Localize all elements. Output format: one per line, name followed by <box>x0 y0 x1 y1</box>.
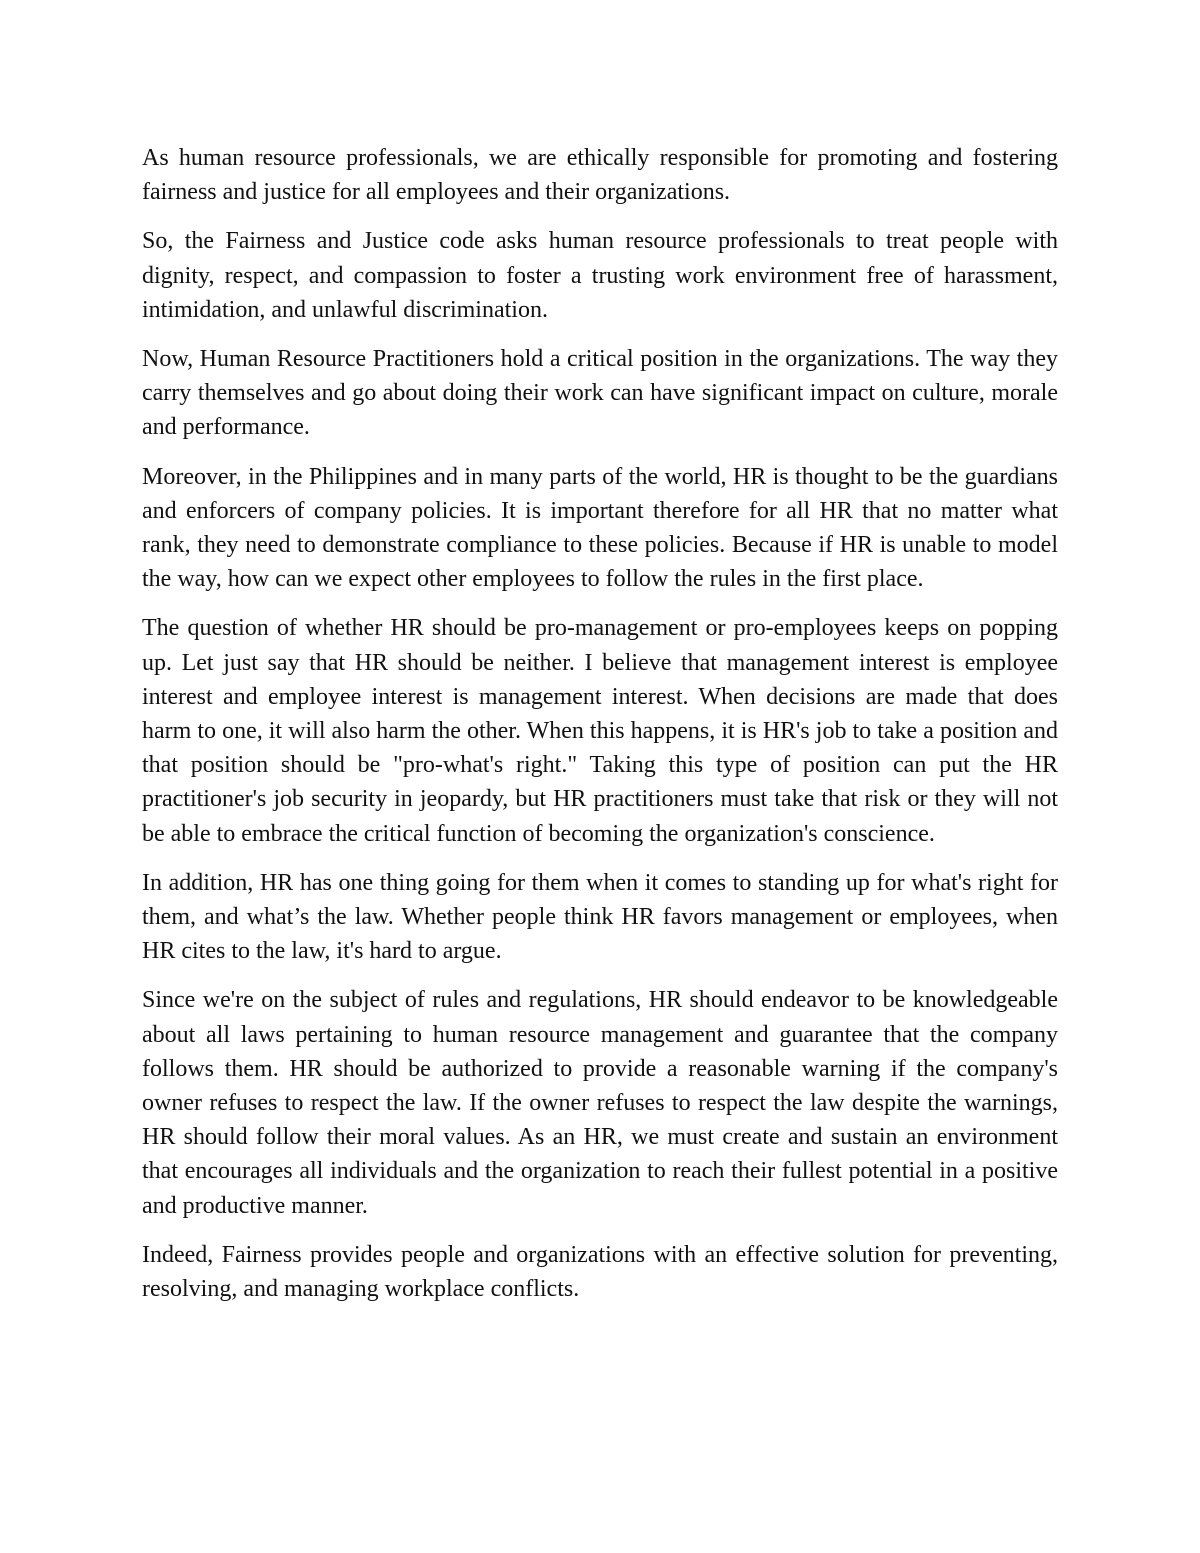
paragraph-2: So, the Fairness and Justice code asks human resource professionals to treat people with dignity, respect, and compassion to foster a trusting work environment free of harassment, intimidation, and unlawful discrimination. <box>142 228 1058 323</box>
document-body <box>142 141 1058 1321</box>
paragraph-1: As human resource professionals, we are ethically responsible for promoting and fostering fairness and justice for all employees and their organizations. <box>142 145 1058 206</box>
paragraph-4: Moreover, in the Philippines and in many parts of the world, HR is thought to be the guardians and enforcers of company policies. It is important therefore for all HR that no matter what rank, they need to demonstrate compliance to these policies. Because if HR is unable to model the way, how can we expect other employees to follow the rules in the first place. <box>142 463 1058 593</box>
paragraph-8: Indeed, Fairness provides people and organizations with an effective solution for preventing, resolving, and managing workplace conflicts. <box>142 1241 1058 1303</box>
paragraph-6: In addition, HR has one thing going for them when it comes to standing up for what's right for them, and what’s the law. Whether people think HR favors management or employees, when HR cites to the law, it's hard to argue. <box>142 869 1058 965</box>
paragraph-5: The question of whether HR should be pro-management or pro-employees keeps on popping up. Let just say that HR should be neither. I believe that management interest is employee interest and employee interest is management interest. When decisions are made that does harm to one, it will also harm the other. When this happens, it is HR's job to take a position and that position should be "pro-what's right." Taking this type of position can put the HR practitioner's job security in jeopardy, but HR practitioners must take that risk or they will not be able to embrace the critical function of becoming the organization's conscience. <box>142 615 1058 847</box>
paragraph-3: Now, Human Resource Practitioners hold a critical position in the organizations. The way they carry themselves and go about doing their work can have significant impact on culture, morale and performance. <box>142 346 1058 441</box>
paragraph-7: Since we're on the subject of rules and regulations, HR should endeavor to be knowledgeable about all laws pertaining to human resource management and guarantee that the company follows them. HR should be authorized to provide a reasonable warning if the company's owner refuses to respect the law. If the owner refuses to respect the law despite the warnings, HR should follow their moral values. As an HR, we must create and sustain an environment that encourages all individuals and the organization to reach their fullest potential in a positive and productive manner. <box>142 987 1058 1219</box>
